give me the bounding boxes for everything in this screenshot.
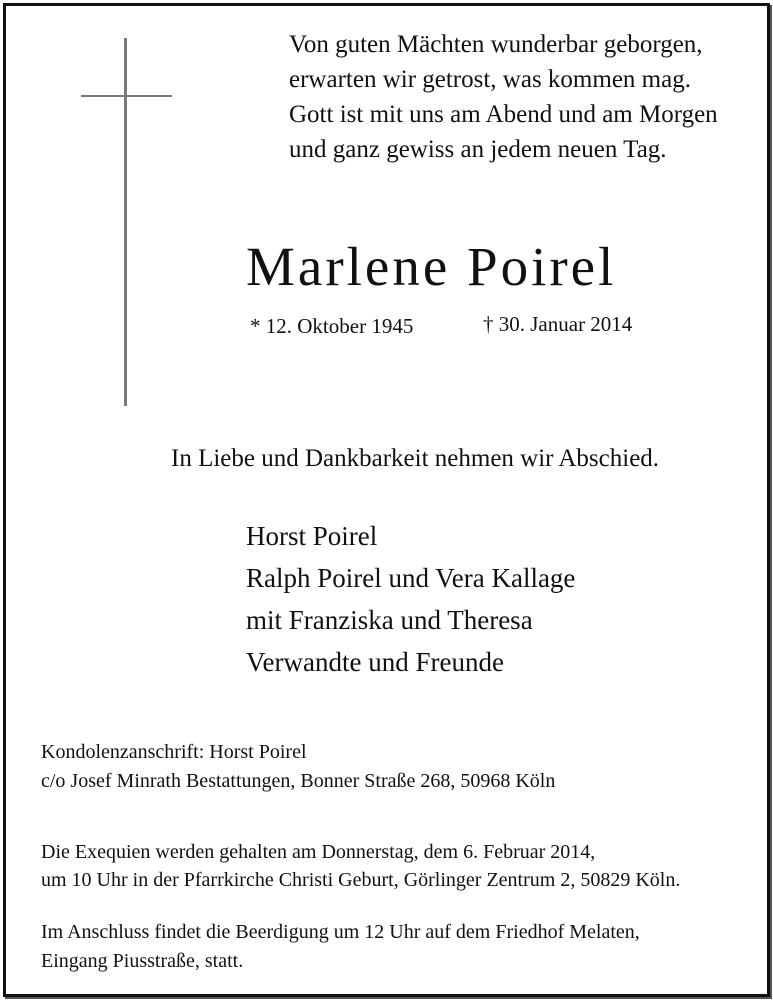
condolence-line: c/o Josef Minrath Bestattungen, Bonner Straße 268, 50968 Köln [41, 770, 556, 792]
service-line: Die Exequien werden gehalten am Donnerstag, dem 6. Februar 2014, [41, 841, 596, 863]
service-info [41, 838, 680, 894]
burial-line: Im Anschluss findet die Beerdigung um 12 Uhr auf dem Friedhof Melaten, [41, 921, 640, 943]
poem-line: und ganz gewiss an jedem neuen Tag. [289, 136, 667, 163]
condolence-line: Kondolenzanschrift: Horst Poirel [41, 741, 307, 763]
cross-horizontal-bar [81, 95, 172, 97]
service-line: um 10 Uhr in der Pfarrkirche Christi Geburt, Görlinger Zentrum 2, 50829 Köln. [41, 869, 681, 891]
family-list [246, 515, 575, 683]
birth-date: * 12. Oktober 1945 [250, 314, 414, 338]
burial-info [41, 918, 640, 976]
family-member: mit Franziska und Theresa [246, 605, 533, 635]
family-member: Verwandte und Freunde [246, 647, 504, 677]
family-member: Ralph Poirel und Vera Kallage [246, 563, 576, 593]
poem [289, 27, 718, 167]
burial-line: Eingang Piusstraße, statt. [41, 950, 244, 972]
condolence-address [41, 738, 555, 796]
cross-vertical-bar [124, 38, 127, 406]
family-member: Horst Poirel [246, 521, 378, 551]
poem-line: Gott ist mit uns am Abend und am Morgen [289, 101, 718, 128]
deceased-name: Marlene Poirel [246, 236, 617, 297]
poem-line: Von guten Mächten wunderbar geborgen, [289, 31, 703, 58]
death-date: † 30. Januar 2014 [483, 312, 633, 336]
poem-line: erwarten wir getrost, was kommen mag. [289, 66, 691, 93]
farewell-text: In Liebe und Dankbarkeit nehmen wir Abschied. [171, 445, 660, 472]
